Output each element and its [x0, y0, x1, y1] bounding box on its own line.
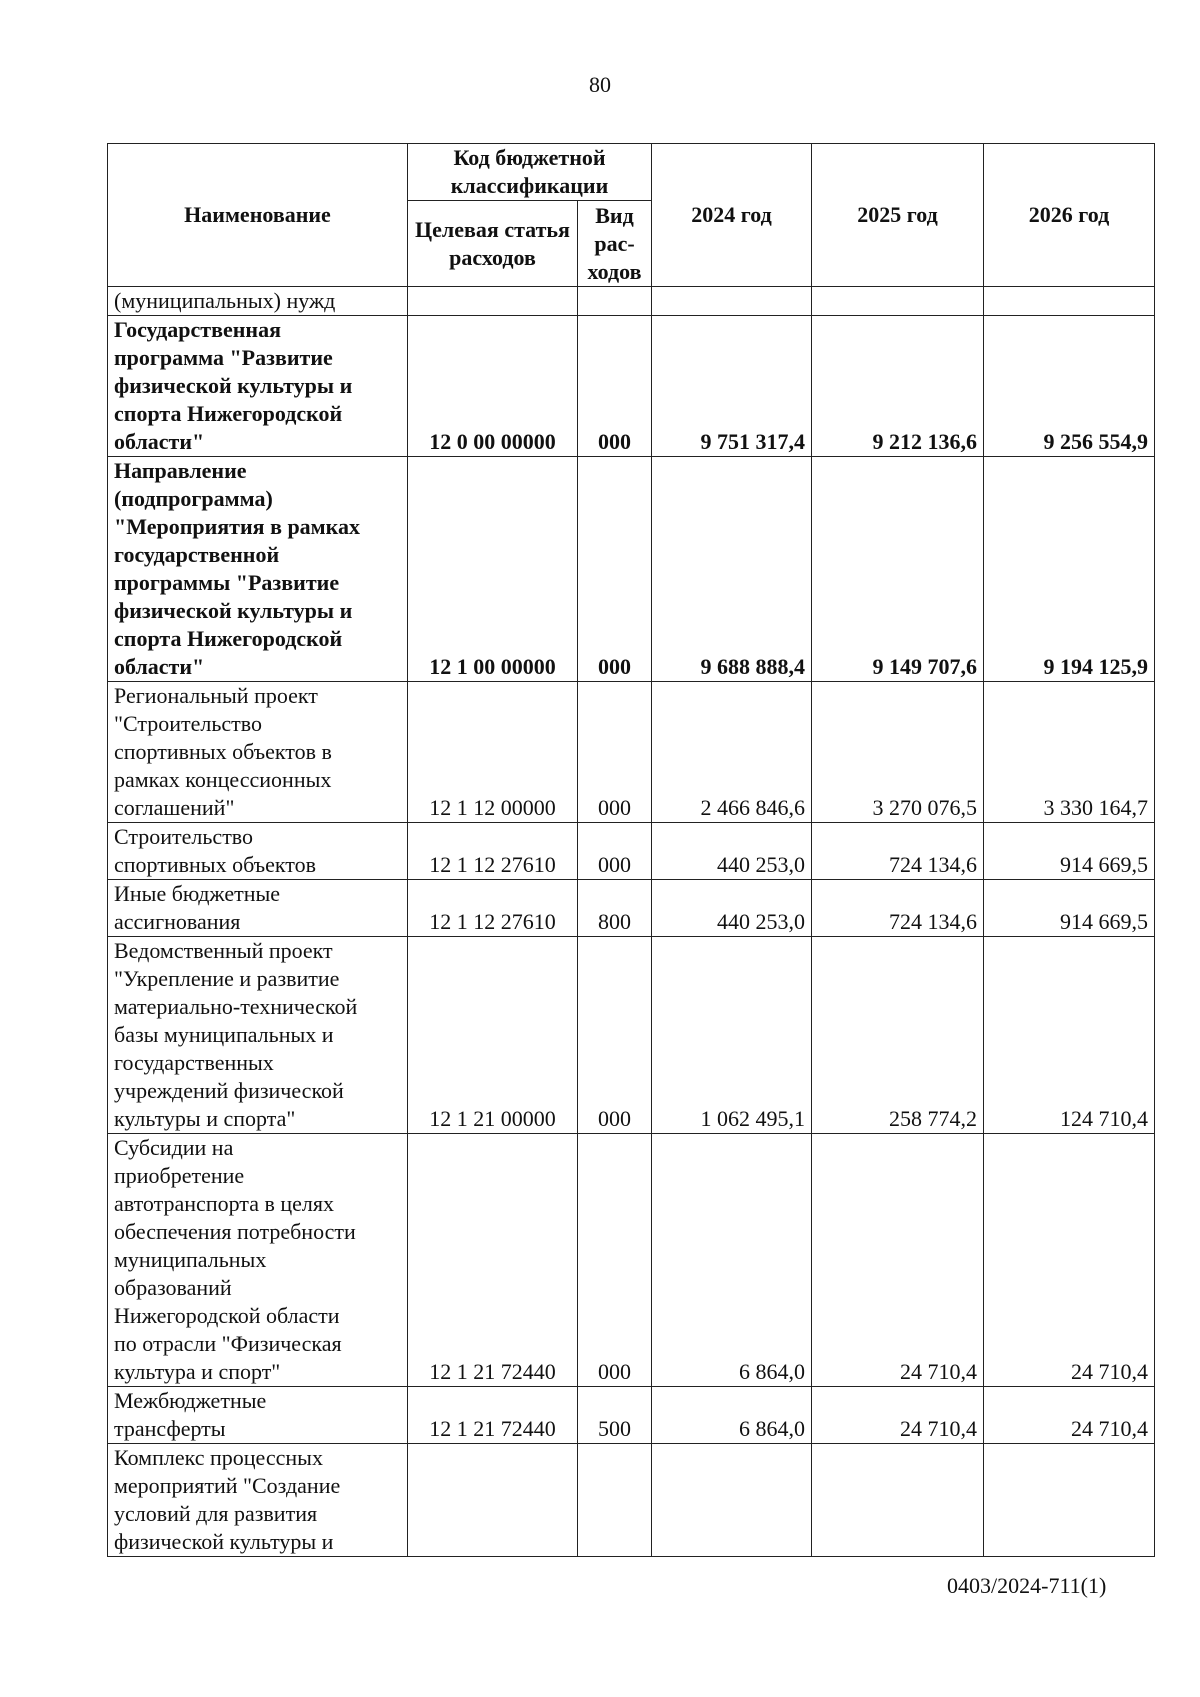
row-value-2026 — [984, 287, 1155, 316]
row-target-article: 12 1 21 72440 — [408, 1134, 578, 1387]
row-name: Строительство спортивных объектов — [108, 823, 408, 880]
row-expense-type — [578, 1444, 652, 1557]
row-value-2026: 24 710,4 — [984, 1387, 1155, 1444]
header-code-group: Код бюджетной классификации — [408, 144, 652, 201]
table-row — [108, 682, 1155, 823]
row-value-2025: 24 710,4 — [812, 1134, 984, 1387]
row-name: Межбюджетные трансферты — [108, 1387, 408, 1444]
row-value-2025: 258 774,2 — [812, 937, 984, 1134]
row-expense-type: 500 — [578, 1387, 652, 1444]
row-name: Ведомственный проект "Укрепление и развитие материально-технической базы муниципальных и государственных учреждений физической культуры и спорта" — [108, 937, 408, 1134]
row-value-2026: 24 710,4 — [984, 1134, 1155, 1387]
row-expense-type: 000 — [578, 457, 652, 682]
row-target-article: 12 0 00 00000 — [408, 316, 578, 457]
table-row — [108, 880, 1155, 937]
row-name: Региональный проект "Строительство спортивных объектов в рамках концессионных соглашений" — [108, 682, 408, 823]
row-value-2025: 9 212 136,6 — [812, 316, 984, 457]
row-value-2024: 440 253,0 — [652, 880, 812, 937]
row-expense-type: 800 — [578, 880, 652, 937]
header-name: Наименование — [108, 144, 408, 287]
header-year-2024: 2024 год — [652, 144, 812, 287]
row-expense-type: 000 — [578, 1134, 652, 1387]
header-year-2026: 2026 год — [984, 144, 1155, 287]
row-value-2026: 9 194 125,9 — [984, 457, 1155, 682]
row-target-article — [408, 287, 578, 316]
row-name: Направление (подпрограмма) "Мероприятия в рамках государственной программы "Развитие физической культуры и спорта Нижегородской области" — [108, 457, 408, 682]
row-value-2026: 914 669,5 — [984, 823, 1155, 880]
row-value-2026: 3 330 164,7 — [984, 682, 1155, 823]
row-value-2025: 724 134,6 — [812, 880, 984, 937]
row-value-2025 — [812, 1444, 984, 1557]
row-target-article: 12 1 12 00000 — [408, 682, 578, 823]
row-value-2026: 9 256 554,9 — [984, 316, 1155, 457]
table-row — [108, 287, 1155, 316]
row-value-2024 — [652, 287, 812, 316]
row-expense-type: 000 — [578, 823, 652, 880]
row-name: Иные бюджетные ассигнования — [108, 880, 408, 937]
row-value-2026 — [984, 1444, 1155, 1557]
row-target-article: 12 1 12 27610 — [408, 823, 578, 880]
table-row — [108, 1444, 1155, 1557]
table-row — [108, 1134, 1155, 1387]
row-target-article: 12 1 21 00000 — [408, 937, 578, 1134]
row-expense-type: 000 — [578, 316, 652, 457]
row-value-2025 — [812, 287, 984, 316]
row-value-2024: 6 864,0 — [652, 1134, 812, 1387]
row-name: Государственная программа "Развитие физической культуры и спорта Нижегородской области" — [108, 316, 408, 457]
row-value-2026: 914 669,5 — [984, 880, 1155, 937]
row-value-2024: 1 062 495,1 — [652, 937, 812, 1134]
row-value-2024: 2 466 846,6 — [652, 682, 812, 823]
document-code: 0403/2024-711(1) — [947, 1573, 1107, 1598]
row-expense-type: 000 — [578, 937, 652, 1134]
row-name: Субсидии на приобретение автотранспорта в целях обеспечения потребности муниципальных образований Нижегородской области по отрасли "Физическая культура и спорт" — [108, 1134, 408, 1387]
row-target-article: 12 1 12 27610 — [408, 880, 578, 937]
row-value-2026: 124 710,4 — [984, 937, 1155, 1134]
row-name: (муниципальных) нужд — [108, 287, 408, 316]
row-value-2024: 9 688 888,4 — [652, 457, 812, 682]
table-row — [108, 316, 1155, 457]
row-target-article — [408, 1444, 578, 1557]
row-target-article: 12 1 21 72440 — [408, 1387, 578, 1444]
row-value-2025: 24 710,4 — [812, 1387, 984, 1444]
row-value-2025: 3 270 076,5 — [812, 682, 984, 823]
row-value-2024: 9 751 317,4 — [652, 316, 812, 457]
row-value-2024: 6 864,0 — [652, 1387, 812, 1444]
budget-table — [107, 143, 1155, 1557]
header-target-article: Целевая статья расходов — [408, 201, 578, 287]
row-target-article: 12 1 00 00000 — [408, 457, 578, 682]
header-year-2025: 2025 год — [812, 144, 984, 287]
row-expense-type: 000 — [578, 682, 652, 823]
table-row — [108, 937, 1155, 1134]
header-expense-type: Вид рас-ходов — [578, 201, 652, 287]
row-value-2025: 724 134,6 — [812, 823, 984, 880]
page-number: 80 — [589, 72, 611, 97]
row-value-2025: 9 149 707,6 — [812, 457, 984, 682]
table-row — [108, 823, 1155, 880]
row-expense-type — [578, 287, 652, 316]
table-row — [108, 457, 1155, 682]
row-name: Комплекс процессных мероприятий "Создание условий для развития физической культуры и — [108, 1444, 408, 1557]
row-value-2024: 440 253,0 — [652, 823, 812, 880]
row-value-2024 — [652, 1444, 812, 1557]
table-row — [108, 1387, 1155, 1444]
